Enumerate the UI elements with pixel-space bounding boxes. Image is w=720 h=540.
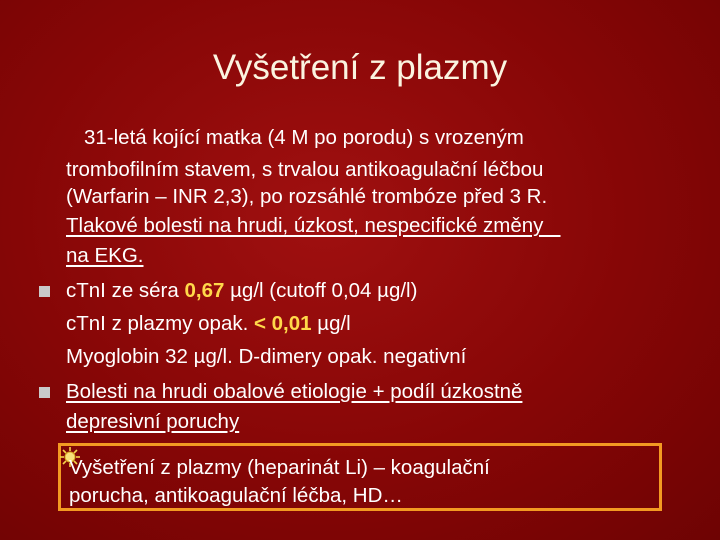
slide-title: Vyšetření z plazmy xyxy=(212,48,508,87)
case-line-1: 31-letá kojící matka (4 M po porodu) s vrozeným xyxy=(84,126,524,149)
conclusion-line-2: depresivní poruchy xyxy=(66,410,240,433)
case-line-3: (Warfarin – INR 2,3), po rozsáhlé trombóze před 3 R. xyxy=(66,185,548,208)
bullet-square-1 xyxy=(39,286,50,297)
box-line-2: porucha, antikoagulační léčba, HD… xyxy=(69,484,403,507)
ctni-serum-line xyxy=(66,279,417,303)
case-line-2: trombofilním stavem, s trvalou antikoagulační léčbou xyxy=(66,158,544,181)
ctni-serum-value: 0,67 xyxy=(184,279,225,302)
case-line-4: Tlakové bolesti na hrudi, úzkost, nespecifické změny xyxy=(66,214,561,237)
conclusion-line-1: Bolesti na hrudi obalové etiologie + podíl úzkostně xyxy=(66,380,523,403)
ctni-plasma-prefix: cTnI z plazmy opak. xyxy=(66,312,254,335)
ctni-serum-prefix: cTnI ze séra xyxy=(66,279,185,302)
case-line-5: na EKG. xyxy=(66,244,144,267)
ctni-plasma-suffix: µg/l xyxy=(311,312,351,335)
ctni-serum-suffix: µg/l (cutoff 0,04 µg/l) xyxy=(224,279,418,302)
highlight-box xyxy=(58,443,662,511)
myoglobin-line: Myoglobin 32 µg/l. D-dimery opak. negativní xyxy=(66,345,467,368)
box-line-1: Vyšetření z plazmy (heparinát Li) – koagulační xyxy=(69,456,490,479)
ctni-plasma-value: < 0,01 xyxy=(253,312,312,335)
ctni-plasma-line xyxy=(66,312,351,336)
bullet-square-2 xyxy=(39,387,50,398)
